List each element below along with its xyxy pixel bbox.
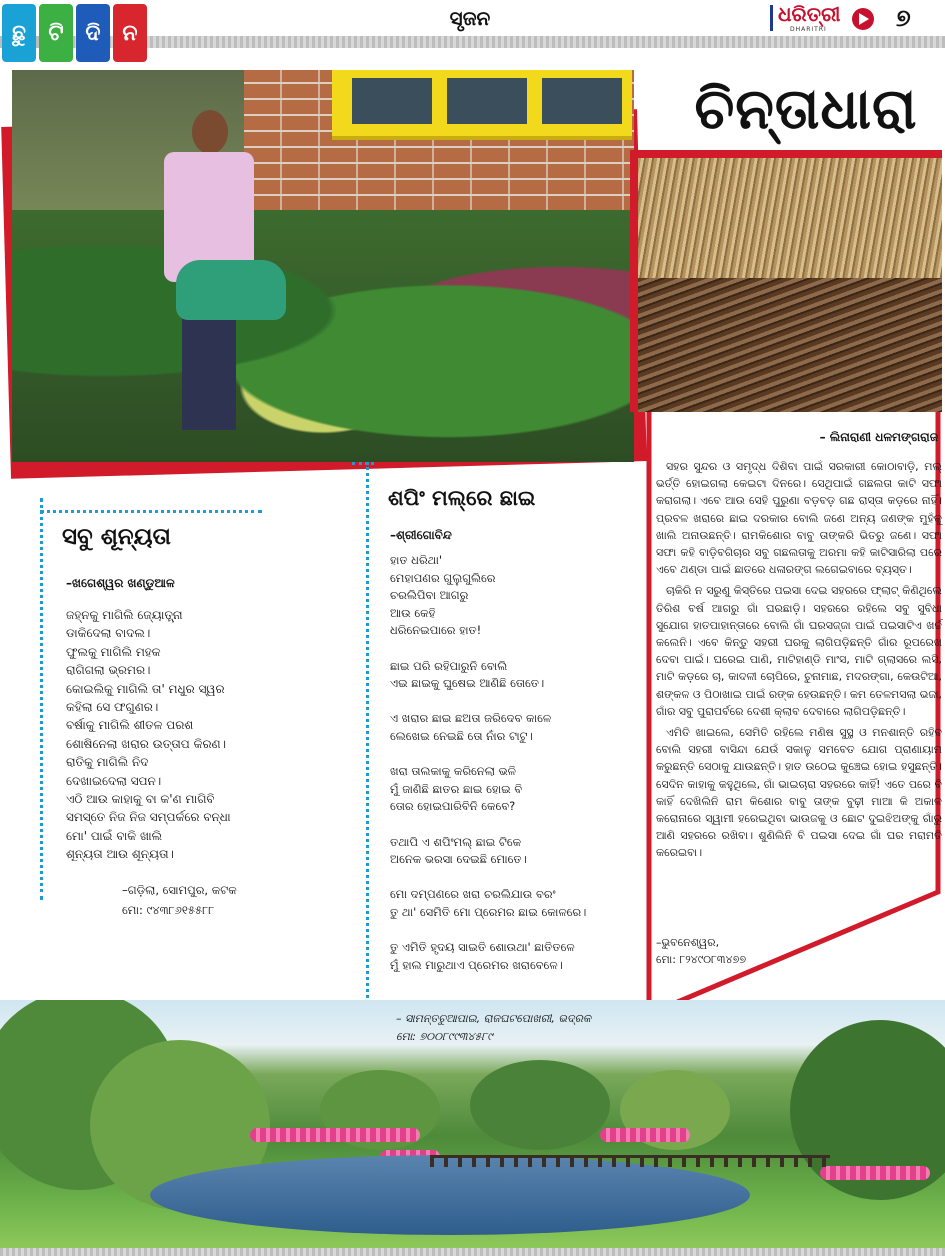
poem-line: ତୁ ଏମିତି ହୃଦୟ ସାଇତି ଶୋଉଥା' ଛାତିତଳେ [390, 940, 575, 955]
poem1-author: –ଖଗେଶ୍ୱର ଖଣ୍ଡୁଆଳ [66, 576, 175, 590]
thatch-roof-photo [638, 158, 942, 412]
poem-line: ରାତିକୁ ମାଗିଲି ନିଦ [66, 755, 149, 770]
article-body [656, 458, 942, 866]
chintadhara-title: ଚିନ୍ତାଧାରା [694, 77, 918, 142]
article-paragraph: ସହର ସୁନ୍ଦର ଓ ସମୃଦ୍ଧ ଦିଶିବା ପାଇଁ ସରକାରୀ କୋଠାବାଡ଼ି, ମଲ୍ ଭର୍ତ୍ତି ହୋଇଗଲା କେଇଟା ଦିନରେ। ସେଥିପାଇଁ ଗଛଲତା କାଟି ସଫା କରାଗଲା। ଏବେ ଆଉ ସେହି ପୁରୁଣା ବଡ଼ବଡ଼ ଗଛ ରାସ୍ତା କଡ଼ରେ ନାହିଁ। ପ୍ରବଳ ଖରାରେ ଛାଇ ଦରକାର ବୋଲି ଜଣେ ଅନ୍ୟ ଜଣଙ୍କ ମୁହଁକୁ ଖାଲି ଅନାଉଛନ୍ତି। ରାମକିଶୋର ବାବୁ ତାଙ୍କରି ଭିତରୁ ଜଣେ। ସଫା ସଫା କହି ବାଡ଼ିବଗିଚାର ସବୁ ଗଛଲତାକୁ ଅରମା କହି କାଟିସାରିଲା ପରେ ଏବେ ଥଣ୍ଡା ପାଇଁ ଛାତରେ ଧଳାରଙ୍ଗ ଲଗେଇବାରେ ବ୍ୟସ୍ତ। [656, 460, 942, 577]
play-icon [852, 8, 874, 30]
poem-line: ସମସ୍ତେ ନିଜ ନିଜ ସମ୍ପର୍କରେ ବନ୍ଧା [66, 810, 231, 825]
dharitri-brand [768, 2, 878, 36]
poem-line: ଖରା ତାଲକାକୁ କରିନେଲା ଭଳି [390, 764, 516, 779]
poem1-signature [122, 880, 318, 920]
poem-line: ଲେଖେଇ ନେଇଛି ତୋ ନାଁର ଟାଟୁ। [390, 728, 533, 743]
poem-line: ଫୁଲକୁ ମାଗିଲି ମହକ [66, 644, 161, 659]
poem-line: କୋଇଲିକୁ ମାଗିଲି ତା' ମଧୁର ସ୍ୱର [66, 681, 225, 696]
poem-line: ମୋ' ପାଇଁ ବାକି ଖାଲି [66, 828, 163, 843]
poem-line: ରାଗିଗଲା ଭ୍ରମର। [66, 663, 151, 678]
brand-bar [770, 5, 773, 31]
tree [470, 1060, 610, 1150]
footbridge [430, 1155, 830, 1167]
poem-line: ଅନେକ ଭରସା ଦେଇଛି ମୋତେ। [390, 852, 527, 867]
flowerbed [820, 1166, 930, 1180]
poem1-sign-phone: ମୋ: ୯୪୩୮୬୧୫୫୮୮ [122, 903, 215, 917]
poem-line: ତୁ ଥା' ସେମିତି ମୋ ପ୍ରେମର ଛାଇ କୋଳରେ। [390, 904, 587, 919]
poem-line [390, 640, 640, 658]
poem2-lines [390, 552, 640, 974]
man-watering-plants [152, 110, 262, 450]
poem-line [390, 816, 640, 834]
article-sign-place: –ଭୁବନେଶ୍ୱର, [656, 936, 720, 949]
window-pane [542, 78, 622, 124]
article-author: – ଲିନାରାଣୀ ଧଳମଙ୍ଗରାଜ [819, 430, 938, 444]
poem-line: ଆଉ କେହି [390, 605, 436, 620]
poem-line: ମୁଁ ହାଲ ମାରୁଥାଏ ପ୍ରେମର ଖରାବେଳେ। [390, 957, 563, 972]
logo-tile: ଦି [76, 4, 110, 62]
poem1-dotted-left [40, 498, 43, 900]
poem1-sign-place: –ଗଡ଼ିଲା, ସୋମପୁର, କଟକ [122, 883, 237, 897]
poem-line: ଏ ଖରାର ଛାଇ ଛଅତା ଜରିଦେବ କାଳେ [390, 711, 552, 726]
flowerbed [250, 1128, 420, 1142]
brand-name: ଧରିତ୍ରୀ [778, 2, 841, 26]
poem2-title: ଶପିଂ ମଲ୍‌ରେ ଛାଇ [388, 486, 536, 510]
poem-line: ତଥାପି ଏ ଶପିଂମଲ୍ ଛାଇ ଟିକେ [390, 834, 522, 849]
poem1-dotted-top [40, 510, 262, 513]
poem-line: ବର୍ଷାକୁ ମାଗିଲି ଶୀତଳ ପରଶ [66, 718, 194, 733]
poem2-author: –ଶ୍ରୀଗୋବିନ୍ଦ [390, 528, 452, 542]
flowerbed [600, 1128, 690, 1142]
logo-tile: ଟି [39, 4, 73, 62]
poem-line: ମେହାପଣର ଗୁଲୁଗୁଲିରେ [390, 570, 496, 585]
logo-tile: ଛୁ [2, 4, 36, 62]
article-paragraph: ଚାକିରି ନ ସରୁଣୁ କିସ୍ତିରେ ପଇସା ଦେଇ ସହରରେ ଫ୍ଲାଟ୍ କିଣିଥିଲେ ତିରିଶ ବର୍ଷ ଆଗରୁ ଗାଁ ଘରଛାଡ଼ି। ସହରରେ ରହିଲେ ସବୁ ସୁବିଧା ସୁଯୋଗ ହାତପାହାନ୍ତାରେ ବୋଲି ଗାଁ ଘରସଜ୍ଜା ପାଇଁ ପଇସାଟିଏ ଖର୍ଚ୍ଚ କଲେନି। ଏବେ କିନ୍ତୁ ସହରୀ ଘରକୁ ଲାଗିପଡ଼ିଛନ୍ତି ଗାଁର ରୂପରେଖ ଦେବା ପାଇଁ। ଘରେଇ ପାଣି, ମାଟିହାଣ୍ଡି ମାଂସ, ମାଟି ଗ୍ଲାସରେ ଲସି, ମାଟି କଡ଼ରେ ଚା, କାଦଳୀ ଚୋପିରେ, ଚୁନାମାଛ, ମଦରଙ୍ଗା, କେଉଟିଆ, ଶଙ୍କଳ ଓ ପିଠାଖାଇ ପାଇଁ ରଙ୍କ ହେଉଛନ୍ତି। କମ ତେଳମସଲା ଭଜା, ଗାଁର ସବୁ ପୁରାପର୍ବରେ ଦେଶୀ କ୍ଲାବ ଦେବାରେ ଲାଗିପଡ଼ିଛନ୍ତି। [656, 584, 942, 718]
poem-line: ଜହ୍ନକୁ ମାଗିଲି ଜ୍ୟୋତ୍ସ୍ନା [66, 608, 183, 622]
poem-line [390, 746, 640, 764]
page-number: ୭ [896, 4, 911, 32]
window-pane [352, 78, 432, 124]
poem2-sign-place: – ସାମନ୍ତଚୁଆପାଇ, ରାଜଘଟପୋଖରୀ, ଭଦ୍ରକ [396, 1012, 592, 1025]
poem-line: ଶୋଷିନେଲା ଖରାର ଉତ୍ତାପ କିରଣ। [66, 736, 227, 751]
section-title: ସୃଜନ [449, 6, 491, 30]
poem-line: ତୋର ହୋଇପାରିବିନି କେବେ? [390, 799, 516, 814]
poem1-lines [66, 606, 314, 864]
poem2-sign-phone: ମୋ: ୭୦୦୮୯୯୩୪୫୮୯ [396, 1030, 493, 1043]
watering-can [176, 260, 286, 320]
gardening-photo [12, 70, 634, 462]
poem-line: ଦେଖାଇଦେଲା ସପନ। [66, 773, 162, 788]
poem-line: ମୋ ଦମ୍ପଣରେ ଖରା ଚରଲିଯାଉ ବରଂ [390, 887, 556, 902]
poem1-title: ସବୁ ଶୂନ୍ୟତା [62, 524, 171, 550]
poem2-dotted-top [352, 462, 374, 465]
poem-line: ଡାକିଦେଲା ବାଦଲ। [66, 626, 151, 641]
poem-line: ଛାଇ ପରି ରହିପାରୁନି ବୋଲି [390, 658, 508, 673]
logo-tile: ନ [113, 4, 147, 62]
poem-line: ଧରିନେଇପାରେ ହାତ! [390, 623, 482, 638]
footer-band [0, 1248, 945, 1256]
poem-line: କହିଲା ସେ ଫଗୁଣର। [66, 700, 159, 715]
poem-line [390, 869, 640, 887]
person-head [192, 110, 228, 154]
poem-line: ଏଠି ଆଉ କାହାକୁ ବା କ'ଣ ମାଗିବି [66, 792, 215, 807]
brand-sub: DHARITRI [790, 26, 827, 33]
article-signature [656, 934, 856, 968]
poem-line: ଶୂନ୍ୟତା ଆଉ ଶୂନ୍ୟତା। [66, 847, 174, 862]
poem-line: ଚରଲିପିବା ଆଗରୁ [390, 588, 469, 603]
article-paragraph: ଏମିତି ଖାଇଲେ, ସେମିତି ରହିଲେ ମଣିଷ ସୁସ୍ଥ ଓ ମନଶାନ୍ତି ରହିବ ବୋଲି ସହରୀ ବାସିନ୍ଦା ଯେଉଁ ସକାଳୁ ସମବେତ ଯୋଗ ପ୍ରାଣାୟାମ କରୁଛନ୍ତି ସେଠାକୁ ଯାଉଛନ୍ତି। ହାତ ଉଠେଇ କୁଞ୍ଚେଇ ହୋଇ ହସୁଛନ୍ତି। ସେଦିନ କାହାକୁ କହୁଥିଲେ, ଗାଁ ଭାଇଚାରା ସହରରେ କାହିଁ! ଏତେ ପରେ ବି କାହିଁ ଦେଖିଲିନି ରାମ କିଶୋର ବାବୁ ତାଙ୍କ ବୁଢ଼ୀ ମାଆ କି ଅକାଳ କରୋନାରେ ସ୍ୱାମୀ ହରେଇଥିବା ଭାଉଜକୁ ଓ ଛୋଟ ଦୁଇଝିଅଙ୍କୁ ଗାଁରୁ ଆଣି ସହରରେ ରଖିବା। ଶୁଣିଲିନି ବି ପଇସା ଦେଇ ଗାଁ ଘର ମରାମତି କରେଇବା। [656, 726, 942, 860]
poem-line: ଏଇ ଛାଇକୁ ଘୁଷେଇ ଆଣିଛି ତୋତେ। [390, 676, 545, 691]
poem-line: ମୁଁ ଜାଣିଛି ଛାତର ଛାଇ ହୋଇ ବି [390, 781, 523, 796]
yellow-window [332, 70, 632, 140]
lake [150, 1155, 750, 1235]
poem2-signature [396, 1010, 636, 1046]
window-pane [447, 78, 527, 124]
poem2-dotted-left [366, 462, 369, 1010]
poem-line: ହାତ ଧରିଥା' [390, 553, 443, 567]
poem-line [390, 921, 640, 939]
article-sign-phone: ମୋ: ୮୨୪୯୦୮୩୪୭୭ [656, 953, 747, 966]
poem-line [390, 693, 640, 711]
chhutidina-logo [2, 4, 147, 62]
garden-plants [12, 210, 634, 462]
page-header [0, 0, 945, 64]
